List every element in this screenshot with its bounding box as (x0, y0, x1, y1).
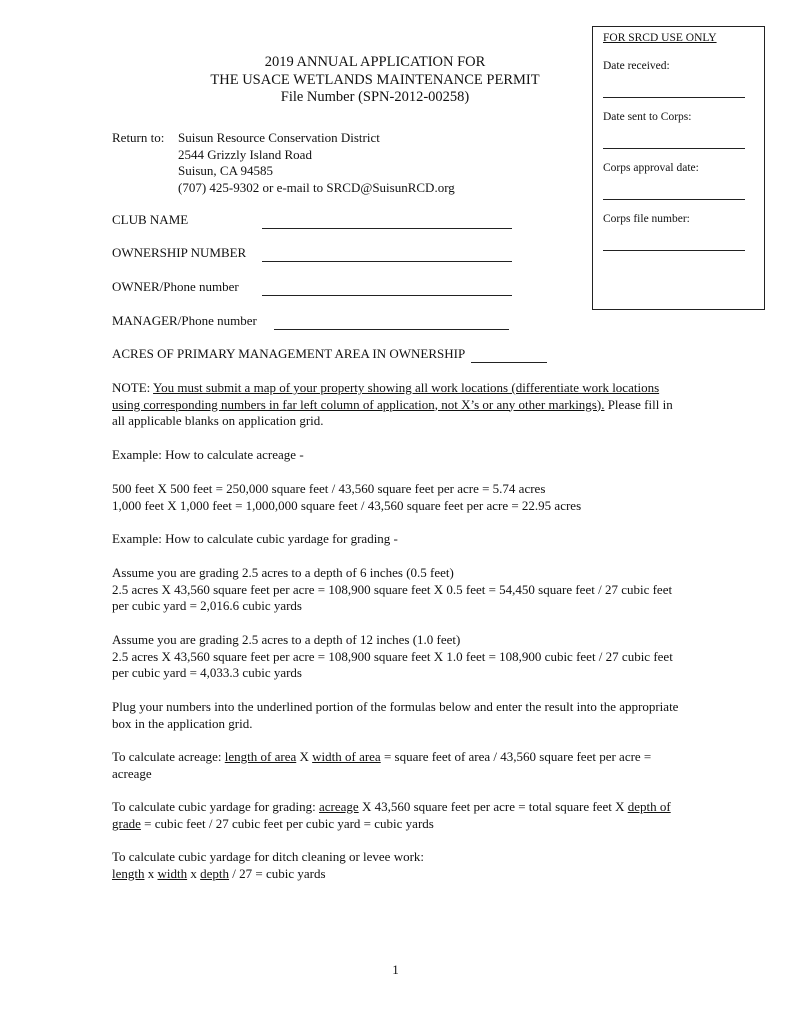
grading-case-1 (112, 565, 682, 615)
approval-date-field[interactable] (603, 189, 745, 200)
owner-phone-input[interactable] (262, 283, 512, 296)
ownership-number-row (112, 245, 512, 262)
club-name-row (112, 212, 512, 229)
ditch-sep-2: x (187, 865, 201, 881)
grading-case-1-line1: Assume you are grading 2.5 acres to a depth of 6 inches (0.5 feet) (112, 565, 454, 580)
grading-case-2-line1: Assume you are grading 2.5 acres to a depth of 12 inches (1.0 feet) (112, 632, 461, 647)
ownership-number-input[interactable] (262, 249, 512, 262)
length-term: length (112, 865, 145, 881)
corps-file-label: Corps file number: (603, 213, 690, 225)
acres-label: ACRES OF PRIMARY MANAGEMENT AREA IN OWNERSHIP (112, 346, 466, 361)
manager-phone-label: MANAGER/Phone number (112, 313, 257, 328)
acreage-term: acreage (319, 799, 359, 814)
acreage-example (112, 481, 682, 514)
note-prefix: NOTE: (112, 380, 154, 395)
date-sent-label: Date sent to Corps: (603, 111, 692, 123)
header-title-line1: 2019 ANNUAL APPLICATION FOR (264, 54, 486, 70)
width-of-area-term: width of area (312, 749, 381, 764)
corps-file-field[interactable] (603, 240, 745, 251)
ditch-formula (112, 849, 682, 882)
manager-phone-row (112, 313, 509, 330)
return-street: 2544 Grizzly Island Road (178, 146, 312, 162)
acreage-formula-prefix: To calculate acreage: (112, 749, 225, 764)
depth-of-grade-term: depth of grade (112, 799, 671, 831)
acreage-formula-rest: = square feet of area / 43,560 square feet per acre = acreage (112, 749, 652, 781)
width-term: width (157, 865, 188, 881)
length-of-area-term: length of area (224, 749, 297, 764)
acreage-formula-x: X (296, 749, 313, 764)
acreage-example-line2: 1,000 feet X 1,000 feet = 1,000,000 square feet / 43,560 square feet per acre = 22.95 acres (112, 497, 582, 513)
owner-phone-label: OWNER/Phone number (112, 279, 239, 294)
return-contact: (707) 425-9302 or e-mail to SRCD@SuisunRCD.org (178, 179, 455, 195)
grading-formula-mid: X 43,560 square feet per acre = total square feet X (358, 799, 628, 814)
note-underlined-text: You must submit a map of your property showing all work locations (differentiate work locations using corresponding numbers in far left column of application, not X’s or any other markings). (112, 380, 660, 412)
acreage-example-heading: Example: How to calculate acreage - (112, 447, 304, 462)
manager-phone-input[interactable] (274, 317, 509, 330)
page-number: 1 (392, 962, 399, 977)
acres-input[interactable] (471, 350, 547, 363)
document-header (160, 54, 590, 107)
grading-example-heading: Example: How to calculate cubic yardage for grading - (112, 531, 398, 546)
acreage-formula (112, 749, 682, 782)
club-name-label: CLUB NAME (112, 212, 189, 227)
return-to-label: Return to: (112, 130, 165, 145)
ditch-formula-rest: / 27 = cubic yards (229, 865, 326, 881)
approval-date-label: Corps approval date: (603, 162, 699, 174)
grading-case-1-line2: 2.5 acres X 43,560 square feet per acre = 108,900 square feet X 0.5 feet = 54,450 square feet / 27 cubic feet per cubic yard = 2,016.6 cubic yards (112, 581, 673, 613)
grading-case-2 (112, 632, 682, 682)
date-received-label: Date received: (603, 60, 670, 72)
grading-case-2-line2: 2.5 acres X 43,560 square feet per acre = 108,900 square feet X 1.0 feet = 108,900 cubic feet / 27 cubic feet per cubic yard = 4,033.3 cubic yards (112, 648, 673, 680)
grading-formula (112, 799, 682, 832)
grading-formula-prefix: To calculate cubic yardage for grading: (112, 799, 319, 814)
header-title-line2: THE USACE WETLANDS MAINTENANCE PERMIT (210, 71, 540, 88)
ditch-formula-line (112, 866, 682, 883)
note-paragraph (112, 380, 682, 430)
return-org: Suisun Resource Conservation District (178, 130, 380, 145)
club-name-input[interactable] (262, 216, 512, 229)
ditch-formula-heading: To calculate cubic yardage for ditch cleaning or levee work: (112, 849, 425, 864)
return-city: Suisun, CA 94585 (178, 163, 273, 178)
ditch-sep-1: x (144, 865, 158, 881)
acres-row (112, 346, 547, 363)
office-use-title: FOR SRCD USE ONLY (603, 32, 717, 44)
header-file-number: File Number (SPN-2012-00258) (280, 89, 470, 105)
return-address (112, 130, 455, 196)
instructions-paragraph: Plug your numbers into the underlined portion of the formulas below and enter the result into the appropriate box in the application grid. (112, 699, 679, 731)
date-received-field[interactable] (603, 87, 745, 98)
acreage-example-line1: 500 feet X 500 feet = 250,000 square feet / 43,560 square feet per acre = 5.74 acres (112, 481, 546, 496)
date-sent-field[interactable] (603, 138, 745, 149)
owner-phone-row (112, 279, 512, 296)
note-suffix: Please fill in all applicable blanks on application grid. (112, 396, 673, 428)
ownership-number-label: OWNERSHIP NUMBER (112, 245, 247, 260)
grading-formula-rest: = cubic feet / 27 cubic feet per cubic yard = cubic yards (140, 815, 434, 831)
depth-term: depth (200, 865, 230, 881)
office-use-box (592, 26, 765, 310)
